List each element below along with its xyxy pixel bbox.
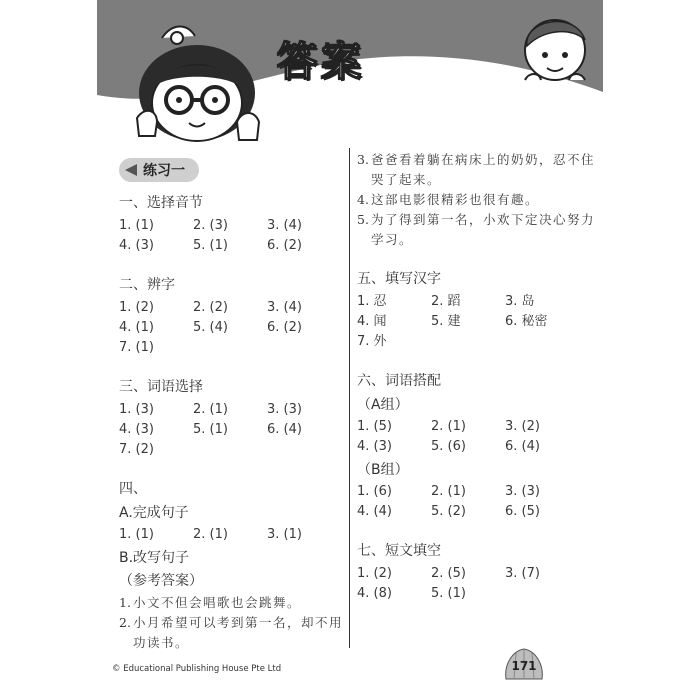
answer-item: 1. (6) xyxy=(357,484,392,499)
answer-item: 2. (3) xyxy=(193,218,228,233)
section-title: 六、词语搭配 xyxy=(357,373,441,389)
answer-row xyxy=(119,400,344,420)
answer-item: 3. (4) xyxy=(267,300,302,315)
answer-item: 2. (1) xyxy=(193,527,228,542)
sentence-answer xyxy=(119,613,344,653)
copyright-footer: © Educational Publishing House Pte Ltd xyxy=(112,664,282,674)
answer-item: 5. (2) xyxy=(431,504,466,519)
sentence-answer xyxy=(357,210,597,250)
left-column xyxy=(119,158,344,653)
subsection-title: B.改写句子 xyxy=(119,550,190,566)
answer-row xyxy=(357,437,597,457)
subsection-title: A.完成句子 xyxy=(119,505,189,521)
answer-item: 6. (2) xyxy=(267,238,302,253)
section-title: 五、填写汉字 xyxy=(357,271,441,287)
sentence-text: 小月希望可以考到第一名，却不用功读书。 xyxy=(133,615,344,650)
answer-item: 7. 外 xyxy=(357,334,387,349)
answer-item: 4. (3) xyxy=(119,238,154,253)
answer-row xyxy=(357,312,597,332)
section-title: 三、词语选择 xyxy=(119,379,203,395)
answer-row xyxy=(357,332,597,352)
answer-item: 5. (6) xyxy=(431,439,466,454)
answer-row xyxy=(119,298,344,318)
answer-item: 6. (2) xyxy=(267,320,302,335)
answer-page xyxy=(97,0,603,700)
sentence-number: 4. xyxy=(357,192,369,207)
answer-item: 2. (1) xyxy=(193,402,228,417)
answer-item: 6. 秘密 xyxy=(505,314,548,329)
answer-item: 1. (3) xyxy=(119,402,154,417)
answer-item: 2. (1) xyxy=(431,419,466,434)
reference-note: （参考答案） xyxy=(119,573,203,589)
answer-item: 5. (1) xyxy=(193,422,228,437)
section-title: 一、选择音节 xyxy=(119,195,203,211)
answer-item: 1. (5) xyxy=(357,419,392,434)
sentence-text: 小文不但会唱歌也会跳舞。 xyxy=(133,595,302,610)
sentence-answer xyxy=(357,150,597,190)
answer-row xyxy=(357,482,597,502)
page-title: 答案 xyxy=(277,39,365,85)
sentence-number: 2. xyxy=(119,615,131,630)
right-column xyxy=(357,150,597,604)
sentence-answer xyxy=(119,593,344,613)
answer-item: 4. (4) xyxy=(357,504,392,519)
section-title: 七、短文填空 xyxy=(357,543,441,559)
triangle-pointer-icon xyxy=(125,164,137,176)
boy-icon xyxy=(515,10,595,90)
answer-row xyxy=(357,417,597,437)
answer-item: 5. (4) xyxy=(193,320,228,335)
answer-item: 3. (3) xyxy=(505,484,540,499)
answer-row xyxy=(119,318,344,338)
answer-item: 4. (3) xyxy=(357,439,392,454)
answer-item: 6. (4) xyxy=(267,422,302,437)
group-label: （B组） xyxy=(357,462,409,478)
answer-item: 6. (4) xyxy=(505,439,540,454)
answer-item: 3. (3) xyxy=(267,402,302,417)
sentence-number: 5. xyxy=(357,212,369,227)
answer-item: 1. (1) xyxy=(119,527,154,542)
answer-row xyxy=(357,292,597,312)
section-title: 二、辨字 xyxy=(119,277,175,293)
answer-item: 1. (2) xyxy=(357,566,392,581)
answer-item: 6. (5) xyxy=(505,504,540,519)
sentence-number: 1. xyxy=(119,595,131,610)
answer-row xyxy=(119,236,344,256)
answer-row xyxy=(357,564,597,584)
sentence-number: 3. xyxy=(357,152,369,167)
answer-item: 1. (1) xyxy=(119,218,154,233)
column-divider xyxy=(349,148,350,648)
answer-row xyxy=(357,502,597,522)
girl-with-glasses-icon xyxy=(117,18,267,148)
answer-item: 1. 忍 xyxy=(357,294,387,309)
answer-item: 4. (3) xyxy=(119,422,154,437)
answer-item: 4. (1) xyxy=(119,320,154,335)
answer-item: 2. (5) xyxy=(431,566,466,581)
answer-item: 3. (7) xyxy=(505,566,540,581)
sentence-text: 这部电影很精彩也很有趣。 xyxy=(371,192,540,207)
sentence-text: 为了得到第一名，小欢下定决心努力学习。 xyxy=(371,212,596,247)
answer-item: 4. 闻 xyxy=(357,314,387,329)
answer-row xyxy=(119,216,344,236)
answer-item: 1. (2) xyxy=(119,300,154,315)
group-label: （A组） xyxy=(357,397,409,413)
section-title: 四、 xyxy=(119,481,147,497)
exercise-label xyxy=(119,158,199,182)
answer-row xyxy=(119,440,344,460)
answer-item: 3. 岛 xyxy=(505,294,535,309)
exercise-label-text: 练习一 xyxy=(143,163,185,179)
answer-item: 3. (2) xyxy=(505,419,540,434)
answer-item: 4. (8) xyxy=(357,586,392,601)
answer-row xyxy=(357,584,597,604)
answer-item: 2. 蹈 xyxy=(431,294,461,309)
answer-item: 3. (1) xyxy=(267,527,302,542)
answer-item: 7. (2) xyxy=(119,442,154,457)
sentence-answer xyxy=(357,190,597,210)
answer-row xyxy=(119,338,344,358)
page-number-badge xyxy=(502,645,546,685)
page-number: 171 xyxy=(511,659,537,673)
answer-item: 2. (1) xyxy=(431,484,466,499)
answer-item: 5. 建 xyxy=(431,314,461,329)
answer-item: 5. (1) xyxy=(431,586,466,601)
answer-item: 5. (1) xyxy=(193,238,228,253)
answer-item: 2. (2) xyxy=(193,300,228,315)
sentence-text: 爸爸看着躺在病床上的奶奶，忍不住哭了起来。 xyxy=(371,152,596,187)
answer-item: 3. (4) xyxy=(267,218,302,233)
answer-row xyxy=(119,420,344,440)
answer-row xyxy=(119,525,344,545)
answer-item: 7. (1) xyxy=(119,340,154,355)
